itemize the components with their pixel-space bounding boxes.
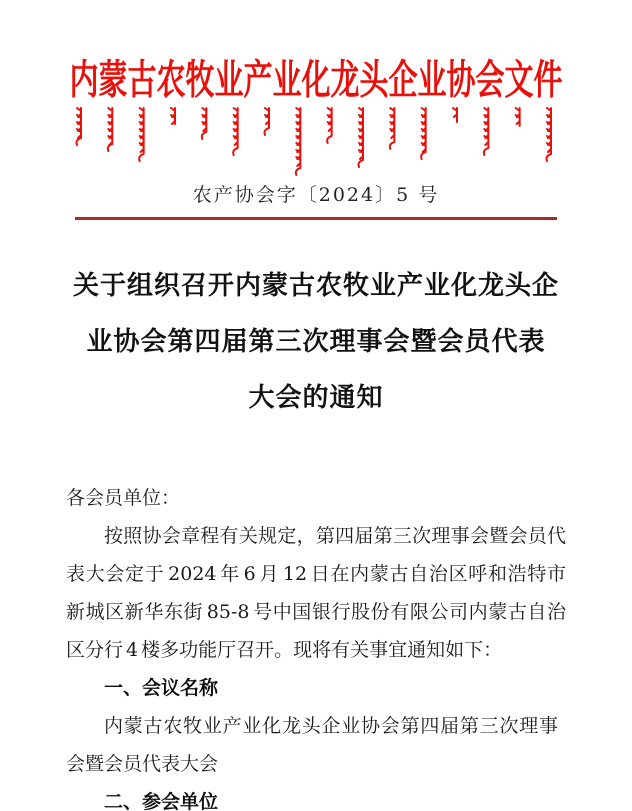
section1-text: 内蒙古农牧业产业化龙头企业协会第四届第三次理事会暨会员代表大会 [66, 715, 558, 775]
intro-paragraph: 按照协会章程有关规定，第四届第三次理事会暨会员代表大会定于 2024 年 6 月 12 日在内蒙古自治区呼和浩特市新城区新华东街 85-8 号中国银行股份有限公司内蒙古自治区分行 4 楼多功能厅召开。现将有关事宜通知如下： [66, 525, 566, 661]
section1-heading: 一、会议名称 [104, 677, 219, 699]
mongolian-script-svg [66, 106, 566, 178]
document-header-title: 内蒙古农牧业产业化龙头企业协会文件 [69, 55, 563, 104]
section2-heading: 二、参会单位 [104, 791, 219, 811]
header-divider-line [75, 217, 557, 220]
mongolian-script-path [77, 108, 552, 175]
document-title [0, 258, 632, 426]
salutation: 各会员单位： [66, 487, 181, 509]
document-title-line1: 关于组织召开内蒙古农牧业产业化龙头企 [72, 271, 559, 301]
document-body [66, 479, 566, 811]
document-title-line2: 业协会第四届第三次理事会暨会员代表 [86, 327, 546, 357]
document-title-line3: 大会的通知 [248, 383, 384, 413]
document-number: 农产协会字〔2024〕5 号 [192, 184, 440, 206]
